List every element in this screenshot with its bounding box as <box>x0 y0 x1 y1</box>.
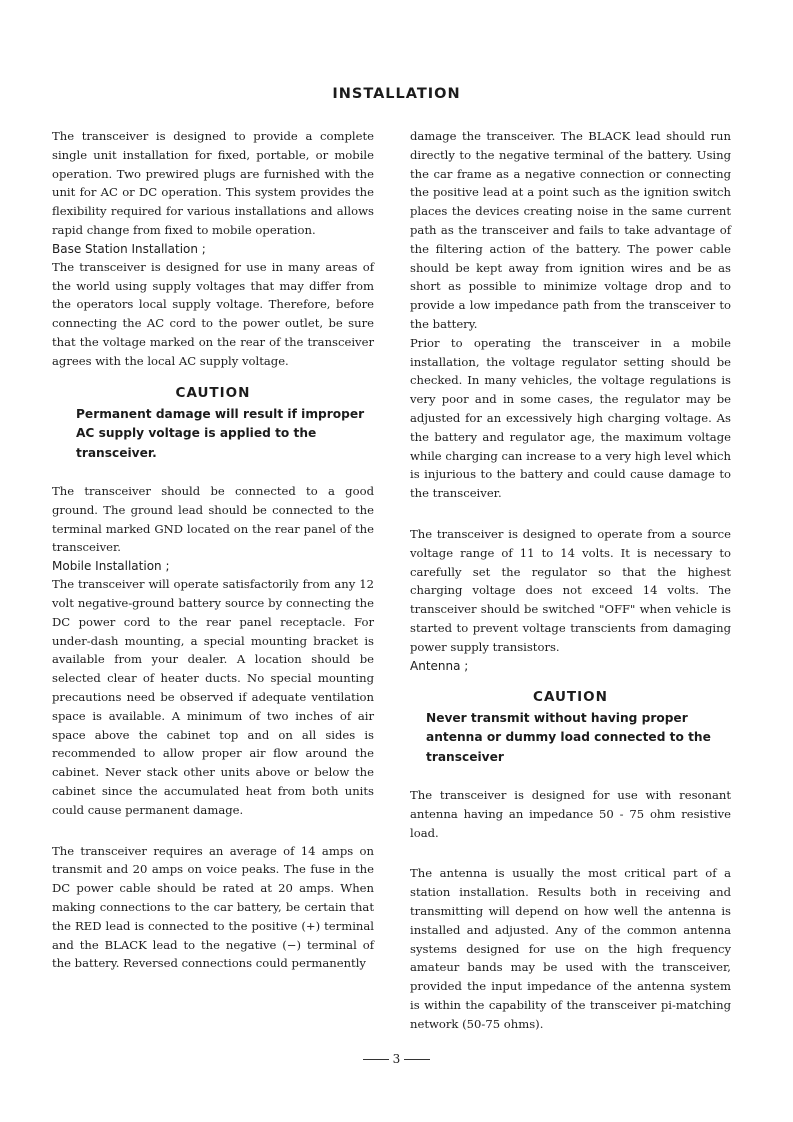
page-number: 3 <box>392 1052 401 1066</box>
left-column <box>52 127 374 973</box>
antenna-impedance-paragraph: The transceiver is designed for use with resonant antenna having an impedance 50 - 75 ohm resistive load. <box>410 788 731 840</box>
base-station-paragraph: The transceiver is designed for use in many areas of the world using supply voltages that may differ from the operators local supply voltage. Therefore, before connecting the AC cord to the power outlet, be sure that the voltage marked on the rear of the transceiver agrees with the local AC supply voltage. <box>52 259 374 368</box>
mobile-paragraph: The transceiver will operate satisfactorily from any 12 volt negative-ground battery source by connecting the DC power cord to the rear panel receptacle. For under-dash mounting, a special mounting bracket is available from your dealer. A location should be selected clear of heater ducts. No special mounting precautions need be observed if adequate ventilation space is available. A minimum of two inches of air space above the cabinet top and on all sides is recommended to allow proper air flow around the cabinet. Never stack other units above or below the cabinet since the accumulated heat from both units could cause permanent damage. <box>52 577 374 817</box>
caution-box-ac <box>52 383 374 464</box>
footer-dash <box>404 1059 430 1060</box>
ground-paragraph: The transceiver should be connected to a good ground. The ground lead should be connected to the terminal marked GND located on the rear panel of the transceiver. <box>52 484 374 555</box>
right-column <box>410 127 731 1034</box>
caution-box-antenna <box>410 687 731 768</box>
caution-text: Never transmit without having proper antenna or dummy load connected to the transceiver <box>426 710 711 764</box>
intro-paragraph: The transceiver is designed to provide a complete single unit installation for fixed, portable, or mobile operation. Two prewired plugs are furnished with the unit for AC or DC operation. This system provides the flexibility required for various installations and allows rapid change from fixed to mobile operation. <box>52 129 374 237</box>
base-station-heading: Base Station Installation ; <box>52 241 206 256</box>
antenna-heading: Antenna ; <box>410 658 469 673</box>
mobile-installation-heading: Mobile Installation ; <box>52 559 170 574</box>
caution-title: CAUTION <box>533 688 608 705</box>
caution-text: Permanent damage will result if improper AC supply voltage is applied to the transceiver. <box>76 406 365 460</box>
regulator-paragraph: Prior to operating the transceiver in a mobile installation, the voltage regulator setting should be checked. In many vehicles, the voltage regulations is very poor and in some cases, the regulator may be adjusted for an excessively high charging voltage. As the battery and regulator age, the maximum voltage while charging can increase to a very high level which is injurious to the battery and could cause damage to the transceiver. <box>410 335 731 501</box>
battery-paragraph: damage the transceiver. The BLACK lead should run directly to the negative terminal of the battery. Using the car frame as a negative connection or connecting the positive lead at a point such as the ignition switch places the devices creating noise in the same current path as the transceiver and fails to take advantage of the filtering action of the battery. The power cable should be kept away from ignition wires and be as short as possible to minimize voltage drop and to provide a low impedance path from the transceiver to the battery. <box>410 129 731 331</box>
current-paragraph: The transceiver requires an average of 14 amps on transmit and 20 amps on voice peaks. The fuse in the DC power cable should be rated at 20 amps. When making connections to the car battery, be certain that the RED lead is connected to the positive (+) terminal and the BLACK lead to the negative (−) terminal of the battery. Reversed connections could permanently <box>52 843 374 971</box>
caution-title: CAUTION <box>175 384 251 401</box>
voltage-range-paragraph: The transceiver is designed to operate from a source voltage range of 11 to 14 volts. It is necessary to carefully set the regulator so that the highest charging voltage does not exceed 14 volts. The transceiver should be switched "OFF" when vehicle is started to prevent voltage transcients from damaging power supply transistors. <box>410 526 731 654</box>
footer-dash <box>363 1059 389 1060</box>
page-title: INSTALLATION <box>332 86 461 102</box>
antenna-systems-paragraph: The antenna is usually the most critical part of a station installation. Results both in receiving and transmitting will depend on how well the antenna is installed and adjusted. Any of the common antenna systems designed for use on the high frequency amateur bands may be used with the transceiver, provided the input impedance of the antenna system is within the capability of the transceiver pi-matching network (50-75 ohms). <box>410 866 731 1031</box>
page-number-footer <box>0 1052 793 1066</box>
